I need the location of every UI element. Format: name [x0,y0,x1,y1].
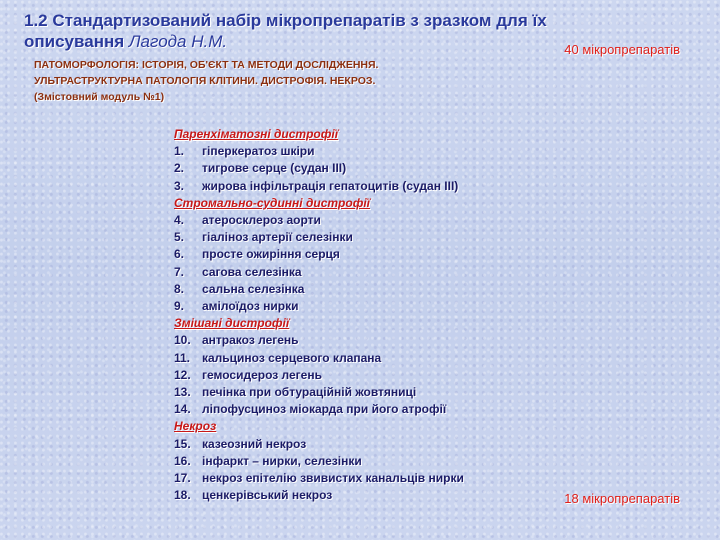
title-line-2-text: описування [24,32,125,51]
list-item [174,436,554,453]
list-item-text: кальциноз серцевого клапана [202,350,382,365]
list-item [174,401,554,418]
list-item-number: 4. [174,213,185,228]
list-item-text: сагова селезінка [202,264,302,279]
list-item [174,487,554,504]
section-heading: Стромально-судинні дистрофії [174,195,370,210]
list-item-text: гемосидероз легень [202,367,322,382]
section-count-label: 18 мікропрепаратів [564,491,680,506]
list-item [174,212,554,229]
total-count-label: 40 мікропрепаратів [564,42,680,57]
list-item-number: 2. [174,161,185,176]
list-item [174,143,554,160]
list-item-number: 9. [174,299,185,314]
list-item-text: сальна селезінка [202,281,305,296]
list-item-number: 16. [174,453,191,468]
list-item-number: 13. [174,385,191,400]
list-item-number: 8. [174,281,185,296]
list-item-number: 11. [174,350,191,365]
list-item-number: 15. [174,436,191,451]
list-item [174,332,554,349]
list-item-text: ценкерівський некроз [202,488,333,503]
list-item [174,350,554,367]
list-item-text: печінка при обтураційній жовтяниці [202,385,417,400]
list-item-text: ліпофусциноз міокарда при його атрофії [202,402,447,417]
list-item-text: тигрове серце (судан ІІІ) [202,161,347,176]
module-line-1: ПАТОМОРФОЛОГІЯ: ІСТОРІЯ, ОБ'ЄКТ ТА МЕТОДИ ДОСЛІДЖЕННЯ. [34,59,379,71]
title-line-2 [24,31,624,52]
list-item-text: просте ожиріння серця [202,247,340,262]
list-item-text: жирова інфільтрація гепатоцитів (судан ІІІ) [202,178,459,193]
list-item-number: 5. [174,230,185,245]
section-heading: Некроз [174,419,217,434]
list-item [174,264,554,281]
list-item-text: некроз епітелію звивистих канальців нирки [202,471,464,486]
list-item [174,367,554,384]
list-item-number: 14. [174,402,191,417]
list-item [174,281,554,298]
list-item-number: 17. [174,471,191,486]
list-item [174,178,554,195]
list-item-number: 10. [174,333,191,348]
module-line-2: УЛЬТРАСТРУКТУРНА ПАТОЛОГІЯ КЛІТИНИ. ДИСТРОФІЯ. НЕКРОЗ. [34,75,376,87]
list-item-number: 18. [174,488,191,503]
list-item [174,453,554,470]
module-line-3: (Змістовний модуль №1) [34,91,165,103]
specimen-list [174,126,554,504]
list-item [174,160,554,177]
list-item-text: казеозний некроз [202,436,307,451]
list-item-number: 1. [174,144,185,159]
list-item [174,229,554,246]
list-item [174,246,554,263]
list-item-text: антракоз легень [202,333,299,348]
section-heading: Паренхіматозні дистрофії [174,127,339,141]
list-item [174,384,554,401]
section-heading: Змішані дистрофії [174,316,290,331]
list-item-text: гіперкератоз шкіри [202,144,315,159]
list-item-number: 6. [174,247,185,262]
list-item-text: атеросклероз аорти [202,213,321,228]
title-author: Лагода Н.М. [128,32,228,51]
title-line-1: 1.2 Стандартизований набір мікропрепаратів з зразком для їх [24,11,547,30]
list-item-text: амілоїдоз нирки [202,299,299,314]
list-item-number: 7. [174,264,185,279]
list-item-text: гіаліноз артерії селезінки [202,230,353,245]
list-item-number: 12. [174,367,191,382]
list-item [174,470,554,487]
list-item-text: інфаркт – нирки, селезінки [202,453,362,468]
module-header [34,57,464,105]
slide-title [24,10,624,52]
list-item-number: 3. [174,178,185,193]
list-item [174,298,554,315]
